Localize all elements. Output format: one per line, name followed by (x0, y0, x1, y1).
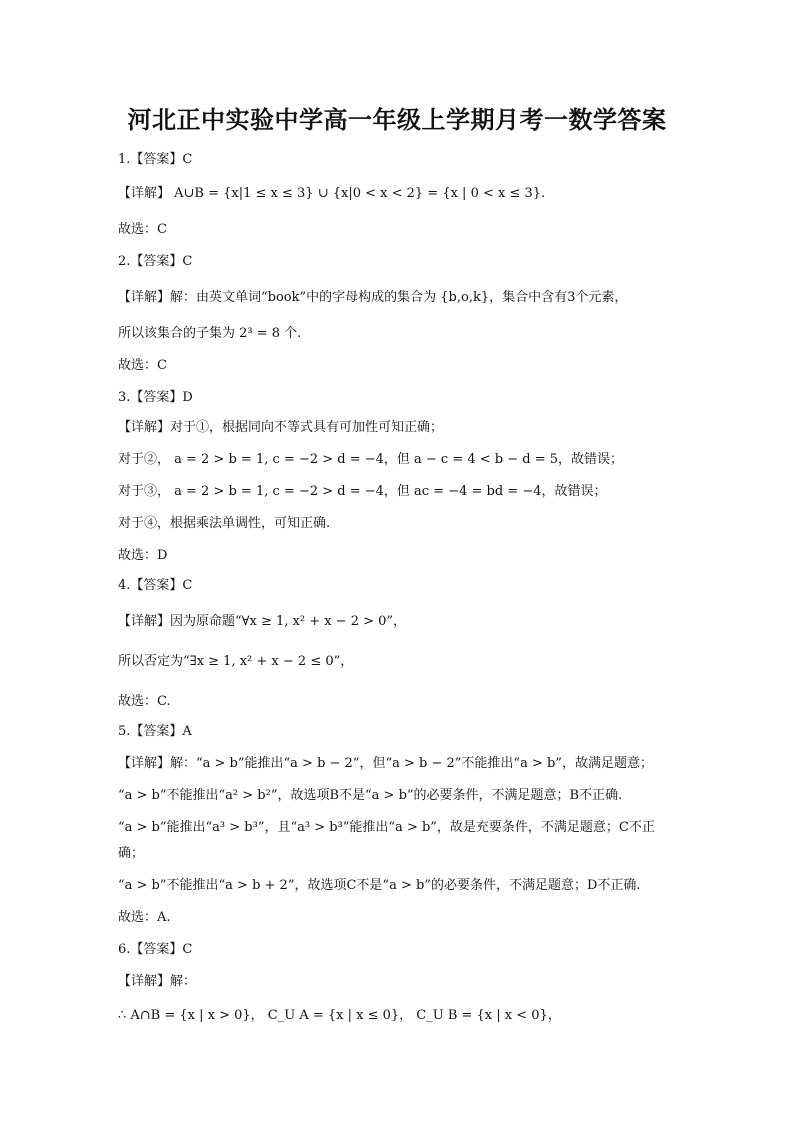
answer-5-header: 5.【答案】A (118, 724, 192, 739)
answer-1-header: 1.【答案】C (118, 152, 193, 167)
page-title: 河北正中实验中学高一年级上学期月考一数学答案 (127, 106, 667, 134)
answer-5-detail-2: “a > b”不能推出“a² > b²”，故选项B不是“a > b”的必要条件，不满足题意；B不正确. (118, 788, 623, 803)
answer-5-detail-1: 【详解】解：“a > b”能推出“a > b − 2”，但“a > b − 2”不能推出“a > b”，故满足题意； (118, 756, 653, 771)
answer-6-header: 6.【答案】C (118, 942, 193, 957)
answer-3-choice: 故选：D (118, 548, 168, 563)
answer-5-choice: 故选：A. (118, 910, 171, 925)
answer-6-detail-1: 【详解】解： (118, 974, 197, 989)
answer-1-detail: 【详解】 A∪B = {x|1 ≤ x ≤ 3} ∪ {x|0 < x < 2} = {x | 0 < x ≤ 3}. (118, 186, 546, 201)
answer-3-detail-4: 对于④，根据乘法单调性，可知正确. (118, 516, 331, 531)
answer-2-detail: 【详解】解：由英文单词“book”中的字母构成的集合为 {b,o,k}，集合中含有3个元素， (118, 290, 628, 305)
answer-6-detail-2: ∴ A∩B = {x | x > 0}， C_U A = {x | x ≤ 0}， C_U B = {x | x < 0}， (118, 1008, 561, 1023)
answer-3-detail-3: 对于③， a = 2 > b = 1, c = −2 > d = −4，但 ac = −4 = bd = −4，故错误； (118, 484, 607, 499)
answer-5-detail-3: “a > b”能推出“a³ > b³”，且“a³ > b³”能推出“a > b”，故是充要条件，不满足题意；C不正 (118, 820, 655, 835)
answer-1-choice: 故选：C (118, 222, 167, 237)
answer-2-header: 2.【答案】C (118, 254, 193, 269)
answer-4-choice: 故选：C. (118, 694, 171, 709)
answer-3-header: 3.【答案】D (118, 390, 193, 405)
answer-5-detail-4: “a > b”不能推出“a > b + 2”，故选项C不是“a > b”的必要条件，不满足题意；D不正确. (118, 878, 641, 893)
answer-3-detail-1: 【详解】对于①，根据同向不等式具有可加性可知正确； (118, 420, 444, 435)
answer-5-detail-3-cont: 确； (118, 846, 145, 861)
answer-4-detail-1: 【详解】因为原命题“∀x ≥ 1, x² + x − 2 > 0”， (118, 614, 407, 629)
answer-4-header: 4.【答案】C (118, 578, 193, 593)
answer-3-detail-2: 对于②， a = 2 > b = 1, c = −2 > d = −4，但 a − c = 4 < b − d = 5，故错误； (118, 452, 624, 467)
answer-2-detail-cont: 所以该集合的子集为 2³ = 8 个. (118, 326, 302, 341)
answer-2-choice: 故选：C (118, 358, 167, 373)
answer-4-detail-2: 所以否定为“∃x ≥ 1, x² + x − 2 ≤ 0”， (118, 654, 354, 669)
